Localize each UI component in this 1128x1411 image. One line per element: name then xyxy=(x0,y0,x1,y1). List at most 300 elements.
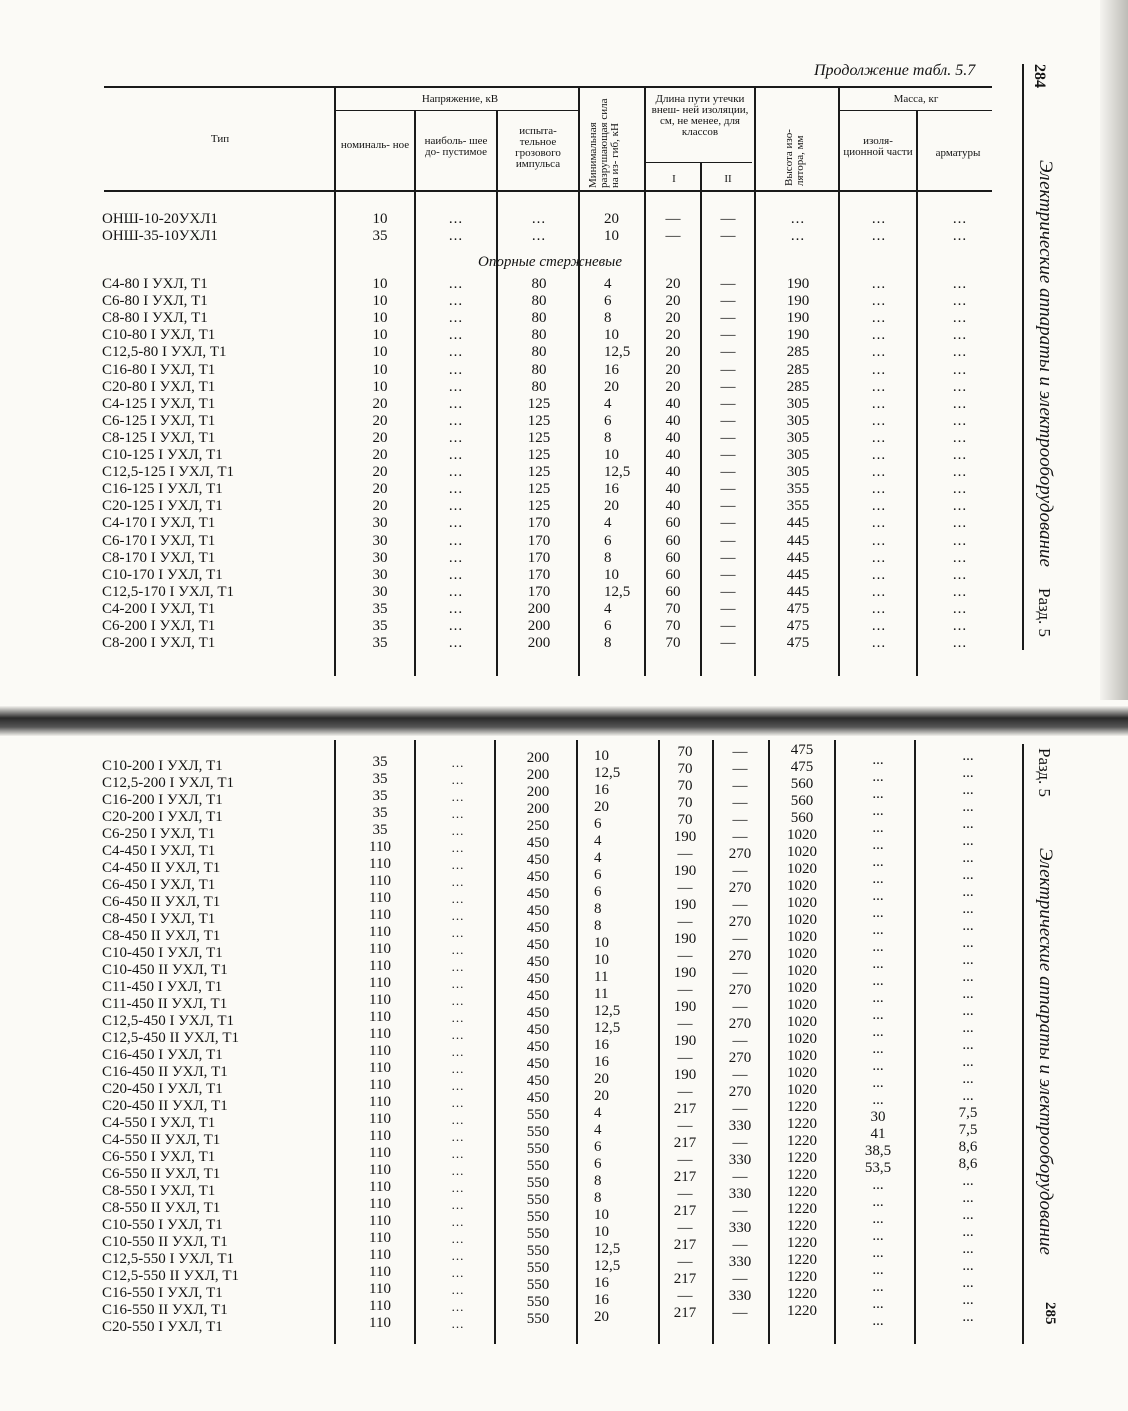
list-item: 550 xyxy=(526,1226,550,1242)
cell-mass-ins: ... xyxy=(871,464,887,481)
cell-height: 445 xyxy=(786,566,810,583)
list-item: ... xyxy=(451,942,465,957)
list-item: ... xyxy=(962,918,974,934)
cell-mass-ins: ... xyxy=(871,618,887,634)
cell-mass-fit: ... xyxy=(952,395,968,412)
list-item: 550 xyxy=(526,1107,550,1123)
list-item: ... xyxy=(962,1037,974,1053)
list-item: ... xyxy=(962,1054,974,1070)
list-item: С4-450 I УХЛ, Т1 xyxy=(102,843,216,859)
list-item: С10-550 I УХЛ, Т1 xyxy=(102,1217,223,1233)
list-item: 12,5 xyxy=(594,765,621,781)
list-item: ... xyxy=(962,782,974,798)
list-item: ... xyxy=(451,1112,465,1127)
list-item: ... xyxy=(451,1316,465,1331)
bottom-col-height xyxy=(774,742,830,1320)
list-item: ... xyxy=(962,748,974,764)
list-item: — xyxy=(677,1118,693,1134)
list-item: 41 xyxy=(870,1126,886,1142)
list-item: 550 xyxy=(526,1260,550,1276)
cell-test: 80 xyxy=(531,361,547,378)
cell-class2: — xyxy=(720,276,736,292)
list-item: 270 xyxy=(728,1084,752,1100)
cell-mass-ins: ... xyxy=(871,583,887,600)
cell-max: ... xyxy=(448,344,464,361)
cell-class1: 20 xyxy=(665,344,681,361)
list-item: ... xyxy=(451,891,465,906)
header-creepage: Длина пути утечки внеш- ней изоляции, см, не менее, для классов xyxy=(651,93,749,138)
bottom-vrule xyxy=(334,740,336,1344)
list-item: ... xyxy=(451,993,465,1008)
list-item: 1220 xyxy=(787,1116,817,1132)
header-mass-insulation: изоля- ционной части xyxy=(843,135,913,158)
list-item: 1220 xyxy=(787,1235,817,1251)
list-item: 550 xyxy=(526,1141,550,1157)
cell-force: 6 xyxy=(604,532,612,549)
cell-height: 355 xyxy=(786,498,810,515)
list-item: 450 xyxy=(526,1039,550,1055)
cell-mass-fit: ... xyxy=(952,276,968,292)
list-item: ... xyxy=(451,1010,465,1025)
list-item: 11 xyxy=(594,969,609,985)
list-item: ... xyxy=(962,1309,974,1325)
list-item: С8-450 I УХЛ, Т1 xyxy=(102,911,216,927)
cell-mass-fit: ... xyxy=(952,532,968,549)
list-item: 270 xyxy=(728,914,752,930)
list-item: С6-550 I УХЛ, Т1 xyxy=(102,1149,216,1165)
list-item: 20 xyxy=(594,1309,609,1325)
list-item: С10-200 I УХЛ, Т1 xyxy=(102,758,223,774)
cell-mass-fit: ... xyxy=(952,378,968,395)
list-item: ... xyxy=(451,1197,465,1212)
list-item: 270 xyxy=(728,846,752,862)
cell-test: 170 xyxy=(527,566,551,583)
cell-mass-fit: ... xyxy=(952,361,968,378)
list-item: 1020 xyxy=(787,997,817,1013)
list-item: 110 xyxy=(369,1196,391,1212)
list-item: — xyxy=(677,1220,693,1236)
cell-mass-fit: ... xyxy=(952,293,968,310)
cell-mass-ins: ... xyxy=(871,395,887,412)
list-item: ... xyxy=(451,755,465,770)
bottom-col-test xyxy=(506,750,570,1328)
cell-mass-ins: ... xyxy=(871,310,887,327)
cell-max: ... xyxy=(448,447,464,463)
list-item: 1220 xyxy=(787,1269,817,1285)
list-item: 190 xyxy=(673,829,697,845)
cell-class2: — xyxy=(720,618,736,634)
cell-type: С12,5-125 I УХЛ, Т1 xyxy=(102,464,235,481)
cell-type: С6-125 I УХЛ, Т1 xyxy=(102,412,216,429)
bottom-col-nominal xyxy=(350,754,410,1332)
list-item: 35 xyxy=(372,805,388,821)
list-item: — xyxy=(677,1288,693,1304)
cell-mass-fit: ... xyxy=(952,344,968,361)
cell-test: 170 xyxy=(527,549,551,566)
cell-mass-ins: ... xyxy=(871,228,887,244)
list-item: 190 xyxy=(673,897,697,913)
list-item: 270 xyxy=(728,982,752,998)
cell-nominal: 10 xyxy=(372,276,388,292)
list-item: 475 xyxy=(790,759,814,775)
list-item: 12,5 xyxy=(594,1003,621,1019)
list-item: ... xyxy=(962,765,974,781)
cell-mass-ins: ... xyxy=(871,276,887,292)
list-item: 35 xyxy=(372,771,388,787)
list-item: ... xyxy=(872,786,884,802)
list-item: 550 xyxy=(526,1311,550,1327)
list-item: — xyxy=(677,1084,693,1100)
cell-mass-ins: ... xyxy=(871,447,887,463)
list-item: 20 xyxy=(594,1071,609,1087)
cell-class2: — xyxy=(720,327,736,344)
list-item: 6 xyxy=(594,1139,602,1155)
list-item: ... xyxy=(451,959,465,974)
list-item: ... xyxy=(872,1041,884,1057)
list-item: ... xyxy=(872,905,884,921)
list-item: ... xyxy=(872,1075,884,1091)
list-item: 6 xyxy=(594,816,602,832)
list-item: — xyxy=(732,863,748,879)
list-item: С20-550 I УХЛ, Т1 xyxy=(102,1319,223,1335)
cell-force: 4 xyxy=(604,276,612,292)
list-item: 190 xyxy=(673,863,697,879)
list-item: С8-450 II УХЛ, Т1 xyxy=(102,928,221,944)
cell-test: ... xyxy=(531,228,547,244)
list-item: ... xyxy=(872,752,884,768)
list-item: 190 xyxy=(673,965,697,981)
cell-test: 80 xyxy=(531,293,547,310)
cell-height: 475 xyxy=(786,600,810,617)
right-edge-shadow xyxy=(1100,0,1128,700)
bottom-col-force xyxy=(594,748,654,1326)
cell-height: 445 xyxy=(786,515,810,532)
list-item: 16 xyxy=(594,1054,609,1070)
cell-class2: — xyxy=(720,361,736,378)
cell-force: 4 xyxy=(604,600,612,617)
list-item: 110 xyxy=(369,924,391,940)
cell-class1: 40 xyxy=(665,429,681,446)
list-item: С16-200 I УХЛ, Т1 xyxy=(102,792,223,808)
cell-nominal: 35 xyxy=(372,635,388,652)
list-item: ... xyxy=(451,1265,465,1280)
list-item: 1020 xyxy=(787,1031,817,1047)
list-item: 7,5 xyxy=(958,1105,978,1121)
list-item: 110 xyxy=(369,1060,391,1076)
cell-nominal: 35 xyxy=(372,600,388,617)
list-item: — xyxy=(677,1254,693,1270)
cell-height: 305 xyxy=(786,395,810,412)
list-item: 1220 xyxy=(787,1286,817,1302)
list-item: — xyxy=(732,1033,748,1049)
cell-force: 12,5 xyxy=(604,583,631,600)
cell-class1: 40 xyxy=(665,464,681,481)
list-item: 270 xyxy=(728,880,752,896)
list-item: 1220 xyxy=(787,1252,817,1268)
cell-height: 190 xyxy=(786,310,810,327)
list-item: 330 xyxy=(728,1118,752,1134)
list-item: 11 xyxy=(594,986,609,1002)
cell-height: 475 xyxy=(786,635,810,652)
list-item: ... xyxy=(962,935,974,951)
list-item: 110 xyxy=(369,1111,391,1127)
list-item: 550 xyxy=(526,1124,550,1140)
cell-mass-ins: ... xyxy=(871,211,887,227)
list-item: С8-550 II УХЛ, Т1 xyxy=(102,1200,221,1216)
cell-height: 190 xyxy=(786,276,810,292)
cell-force: 10 xyxy=(604,566,619,583)
cell-test: 80 xyxy=(531,276,547,292)
cell-class2: — xyxy=(720,481,736,498)
list-item: 330 xyxy=(728,1254,752,1270)
cell-force: 6 xyxy=(604,293,612,310)
list-item: ... xyxy=(451,874,465,889)
cell-mass-fit: ... xyxy=(952,600,968,617)
list-item: 110 xyxy=(369,1128,391,1144)
bottom-col-mass-fit xyxy=(930,748,1006,1326)
list-item: 1220 xyxy=(787,1099,817,1115)
list-item: — xyxy=(677,948,693,964)
list-item: 1020 xyxy=(787,895,817,911)
list-item: 190 xyxy=(673,931,697,947)
cell-class1: 20 xyxy=(665,361,681,378)
list-item: ... xyxy=(962,799,974,815)
list-item: ... xyxy=(962,850,974,866)
list-item: 1020 xyxy=(787,844,817,860)
page-fold-shadow xyxy=(0,706,1128,736)
list-item: 8,6 xyxy=(958,1156,978,1172)
cell-force: 8 xyxy=(604,310,612,327)
list-item: ... xyxy=(451,823,465,838)
cell-type: С6-80 I УХЛ, Т1 xyxy=(102,293,208,310)
cell-class2: — xyxy=(720,583,736,600)
list-item: 450 xyxy=(526,852,550,868)
cell-height: ... xyxy=(790,228,806,244)
cell-nominal: 10 xyxy=(372,211,388,227)
list-item: 450 xyxy=(526,1090,550,1106)
list-item: 550 xyxy=(526,1158,550,1174)
list-item: ... xyxy=(872,1262,884,1278)
cell-nominal: 35 xyxy=(372,618,388,634)
list-item: 550 xyxy=(526,1277,550,1293)
cell-type: ОНШ-10-20УХЛ1 xyxy=(102,211,218,227)
bottom-col-max xyxy=(430,754,486,1332)
list-item: 8 xyxy=(594,1173,602,1189)
cell-class1: 70 xyxy=(665,618,681,634)
list-item: — xyxy=(677,1186,693,1202)
list-item: 4 xyxy=(594,850,602,866)
list-item: ... xyxy=(872,1194,884,1210)
list-item: ... xyxy=(451,772,465,787)
cell-height: 445 xyxy=(786,532,810,549)
cell-max: ... xyxy=(448,481,464,498)
list-item: ... xyxy=(962,1190,974,1206)
list-item: 8 xyxy=(594,1190,602,1206)
header-nominal: номиналь- ное xyxy=(340,139,410,151)
list-item: 200 xyxy=(526,784,550,800)
list-item: — xyxy=(732,778,748,794)
list-item: 190 xyxy=(673,999,697,1015)
cell-class1: 40 xyxy=(665,481,681,498)
list-item: 1020 xyxy=(787,861,817,877)
list-item: ... xyxy=(451,925,465,940)
list-item: ... xyxy=(962,901,974,917)
cell-max: ... xyxy=(448,566,464,583)
list-item: 16 xyxy=(594,782,609,798)
list-item: 1020 xyxy=(787,946,817,962)
list-item: — xyxy=(677,982,693,998)
list-item: С12,5-550 II УХЛ, Т1 xyxy=(102,1268,240,1284)
list-item: ... xyxy=(962,884,974,900)
cell-test: 125 xyxy=(527,464,551,481)
cell-test: 125 xyxy=(527,481,551,498)
list-item: 12,5 xyxy=(594,1241,621,1257)
cell-class2: — xyxy=(720,344,736,361)
cell-class2: — xyxy=(720,464,736,481)
header-bottom-rule xyxy=(104,190,992,192)
list-item: 16 xyxy=(594,1037,609,1053)
cell-class2: — xyxy=(720,228,736,244)
cell-type: С8-200 I УХЛ, Т1 xyxy=(102,635,216,652)
list-item: 217 xyxy=(673,1135,697,1151)
cell-force: 10 xyxy=(604,327,619,344)
cell-mass-ins: ... xyxy=(871,327,887,344)
cell-max: ... xyxy=(448,464,464,481)
cell-nominal: 30 xyxy=(372,583,388,600)
list-item: ... xyxy=(872,888,884,904)
list-item: 8 xyxy=(594,918,602,934)
cell-max: ... xyxy=(448,276,464,292)
list-item: С20-200 I УХЛ, Т1 xyxy=(102,809,223,825)
list-item: 1020 xyxy=(787,929,817,945)
cell-height: 305 xyxy=(786,464,810,481)
cell-test: 200 xyxy=(527,635,551,652)
cell-force: 8 xyxy=(604,549,612,566)
cell-force: 8 xyxy=(604,429,612,446)
header-type: Тип xyxy=(210,133,230,145)
cell-max: ... xyxy=(448,361,464,378)
list-item: 4 xyxy=(594,1122,602,1138)
cell-mass-ins: ... xyxy=(871,293,887,310)
list-item: С6-550 II УХЛ, Т1 xyxy=(102,1166,221,1182)
list-item: 217 xyxy=(673,1237,697,1253)
cell-class2: — xyxy=(720,600,736,617)
cell-force: 12,5 xyxy=(604,464,631,481)
list-item: — xyxy=(732,795,748,811)
cell-nominal: 20 xyxy=(372,412,388,429)
cell-mass-ins: ... xyxy=(871,515,887,532)
cell-type: С4-170 I УХЛ, Т1 xyxy=(102,515,216,532)
cell-force: 10 xyxy=(604,447,619,463)
list-item: 1220 xyxy=(787,1201,817,1217)
list-item: 110 xyxy=(369,992,391,1008)
list-item: С6-450 I УХЛ, Т1 xyxy=(102,877,216,893)
list-item: 450 xyxy=(526,1073,550,1089)
cell-mass-fit: ... xyxy=(952,515,968,532)
cell-test: ... xyxy=(531,211,547,227)
cell-force: 20 xyxy=(604,498,619,515)
cell-type: С4-80 I УХЛ, Т1 xyxy=(102,276,208,292)
list-item: С10-450 II УХЛ, Т1 xyxy=(102,962,228,978)
cell-nominal: 20 xyxy=(372,395,388,412)
cell-nominal: 20 xyxy=(372,464,388,481)
list-item: 4 xyxy=(594,1105,602,1121)
cell-mass-ins: ... xyxy=(871,378,887,395)
cell-nominal: 20 xyxy=(372,498,388,515)
list-item: С8-550 I УХЛ, Т1 xyxy=(102,1183,216,1199)
header-test: испыта- тельное грозового импульса xyxy=(515,125,561,170)
cell-height: 190 xyxy=(786,327,810,344)
list-item: 330 xyxy=(728,1152,752,1168)
cell-class1: — xyxy=(665,228,681,244)
cell-nominal: 35 xyxy=(372,228,388,244)
top-vrule xyxy=(700,162,702,676)
list-item: — xyxy=(677,914,693,930)
cell-mass-fit: ... xyxy=(952,583,968,600)
cell-force: 20 xyxy=(604,211,619,227)
cell-nominal: 20 xyxy=(372,481,388,498)
list-item: 200 xyxy=(526,750,550,766)
cell-force: 12,5 xyxy=(604,344,631,361)
cell-mass-ins: ... xyxy=(871,361,887,378)
cell-class1: 40 xyxy=(665,498,681,515)
cell-height: 285 xyxy=(786,361,810,378)
cell-type: С4-125 I УХЛ, Т1 xyxy=(102,395,216,412)
header-height: Высота изо- лятора, мм xyxy=(783,129,806,186)
list-item: — xyxy=(732,965,748,981)
cell-max: ... xyxy=(448,327,464,344)
list-item: ... xyxy=(451,1078,465,1093)
list-item: ... xyxy=(872,1313,884,1329)
cell-mass-fit: ... xyxy=(952,211,968,227)
cell-class2: — xyxy=(720,635,736,652)
cell-class1: 60 xyxy=(665,532,681,549)
list-item: — xyxy=(732,1135,748,1151)
list-item: 450 xyxy=(526,954,550,970)
cell-mass-fit: ... xyxy=(952,310,968,327)
cell-type: С12,5-80 I УХЛ, Т1 xyxy=(102,344,227,361)
cell-class1: 20 xyxy=(665,293,681,310)
cell-height: 285 xyxy=(786,378,810,395)
cell-mass-fit: ... xyxy=(952,566,968,583)
cell-mass-ins: ... xyxy=(871,532,887,549)
list-item: 110 xyxy=(369,1298,391,1314)
list-item: 10 xyxy=(594,1224,609,1240)
list-item: ... xyxy=(451,1214,465,1229)
cell-test: 125 xyxy=(527,429,551,446)
list-item: 110 xyxy=(369,1179,391,1195)
cell-height: 305 xyxy=(786,412,810,429)
list-item: 110 xyxy=(369,1026,391,1042)
header-breaking: Минимальная разрушающая сила на из- гиб, кН xyxy=(587,98,621,188)
list-item: — xyxy=(732,897,748,913)
list-item: 4 xyxy=(594,833,602,849)
cell-mass-fit: ... xyxy=(952,412,968,429)
list-item: 1020 xyxy=(787,1014,817,1030)
cell-test: 80 xyxy=(531,378,547,395)
list-item: 110 xyxy=(369,1145,391,1161)
list-item: 560 xyxy=(790,793,814,809)
cell-class2: — xyxy=(720,447,736,463)
cell-test: 200 xyxy=(527,600,551,617)
cell-test: 125 xyxy=(527,498,551,515)
list-item: 110 xyxy=(369,1077,391,1093)
side-title-bottom: Электрические аппараты и электрооборудование xyxy=(1035,848,1056,1255)
list-item: 16 xyxy=(594,1275,609,1291)
list-item: ... xyxy=(872,854,884,870)
cell-class2: — xyxy=(720,211,736,227)
list-item: С16-450 II УХЛ, Т1 xyxy=(102,1064,228,1080)
